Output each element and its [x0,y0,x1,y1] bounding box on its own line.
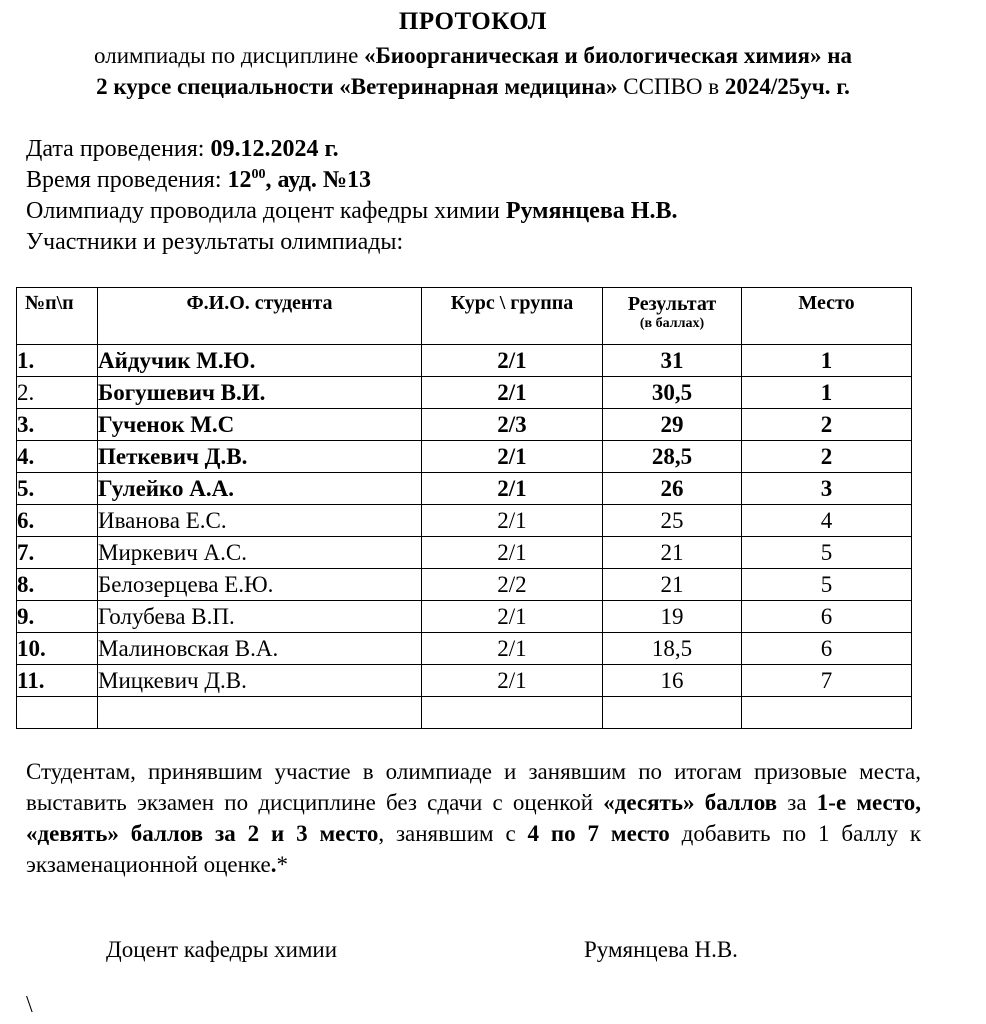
time-line [26,165,371,195]
row-group: 2/1 [422,377,603,409]
conducted-label: Олимпиаду проводила доцент кафедры химии [26,198,506,224]
subtitle-in: в [708,74,725,99]
decision-grade-ten: «десять» баллов [603,790,778,815]
row-score: 28,5 [603,441,742,473]
row-place: 2 [742,409,912,441]
row-score: 18,5 [603,633,742,665]
row-name: Айдучик М.Ю. [98,345,422,377]
subtitle-level: ССПВО [617,74,709,99]
time-minutes: 00 [251,167,266,182]
empty-cell [98,697,422,729]
row-num: 2. [17,377,98,409]
row-place: 1 [742,345,912,377]
decision-paragraph [26,756,921,880]
row-score: 21 [603,537,742,569]
date-label: Дата проведения: [26,136,211,162]
header-group: Курс \ группа [422,288,603,345]
table-row-empty [17,697,912,729]
decision-text-2: за [777,790,817,815]
row-group: 2/1 [422,601,603,633]
row-score: 19 [603,601,742,633]
table-row [17,441,912,473]
row-num: 9. [17,601,98,633]
row-num: 11. [17,665,98,697]
row-score: 30,5 [603,377,742,409]
row-num: 4. [17,441,98,473]
date-value: 09.12.2024 г. [210,136,339,162]
row-group: 2/1 [422,473,603,505]
document-subtitle [10,40,936,102]
time-hour: 12 [227,167,252,193]
row-name: Малиновская В.А. [98,633,422,665]
header-result [603,288,742,345]
row-name: Гученок М.С [98,409,422,441]
row-name: Иванова Е.С. [98,505,422,537]
row-name: Голубева В.П. [98,601,422,633]
row-score: 16 [603,665,742,697]
row-name: Богушевич В.И. [98,377,422,409]
row-num: 1. [17,345,98,377]
row-num: 5. [17,473,98,505]
decision-places-4-7: 4 по 7 место [527,821,670,846]
row-score: 25 [603,505,742,537]
row-group: 2/1 [422,441,603,473]
decision-period: . [270,852,277,877]
decision-text-1: Студентам, принявшим участие в олимпиаде и занявшим по итогам призовые места, выставить экзамен по дисциплине без сдачи с оценкой [26,759,921,815]
conducted-line [26,196,677,226]
empty-cell [17,697,98,729]
row-place: 5 [742,537,912,569]
time-room: , ауд. №13 [265,167,372,193]
table-row [17,473,912,505]
row-place: 6 [742,601,912,633]
row-place: 4 [742,505,912,537]
row-num: 7. [17,537,98,569]
table-row [17,505,912,537]
decision-text-3: , занявшим с [378,821,528,846]
table-header-row [17,288,912,345]
table-row [17,409,912,441]
decision-places-1-3: 1-е место, «девять» баллов за 2 и 3 место [26,790,921,846]
row-place: 1 [742,377,912,409]
row-num: 8. [17,569,98,601]
conducted-name: Румянцева Н.В. [505,198,678,224]
subtitle-line1-plain: олимпиады по дисциплине [94,43,365,68]
header-num: №п\п [17,288,98,345]
table-row [17,377,912,409]
row-place: 5 [742,569,912,601]
row-place: 3 [742,473,912,505]
row-name: Белозерцева Е.Ю. [98,569,422,601]
row-place: 6 [742,633,912,665]
row-group: 2/3 [422,409,603,441]
subtitle-specialty: 2 курсе специальности «Ветеринарная медицина» [96,74,618,99]
row-group: 2/1 [422,665,603,697]
signature-position: Доцент кафедры химии [106,937,338,962]
participants-label: Участники и результаты олимпиады: [26,229,404,255]
header-name: Ф.И.О. студента [98,288,422,345]
row-name: Мицкевич Д.В. [98,665,422,697]
row-num: 10. [17,633,98,665]
row-name: Миркевич А.С. [98,537,422,569]
empty-cell [422,697,603,729]
empty-cell [603,697,742,729]
row-name: Петкевич Д.В. [98,441,422,473]
row-group: 2/1 [422,505,603,537]
results-table [16,287,912,729]
table-row [17,601,912,633]
row-place: 7 [742,665,912,697]
row-name: Гулейко А.А. [98,473,422,505]
decision-text-4: добавить по 1 баллу к экзаменационной оценке [26,821,922,877]
table-row [17,345,912,377]
row-num: 3. [17,409,98,441]
row-group: 2/1 [422,345,603,377]
table-row [17,537,912,569]
document-title: ПРОТОКОЛ [398,8,548,35]
header-result-unit: (в баллах) [639,316,705,331]
stray-backslash: \ [26,992,33,1018]
table-row [17,569,912,601]
row-group: 2/2 [422,569,603,601]
subtitle-year: 2024/25уч. г. [724,74,850,99]
row-num: 6. [17,505,98,537]
row-score: 21 [603,569,742,601]
date-line [26,134,339,164]
row-score: 31 [603,345,742,377]
empty-cell [742,697,912,729]
decision-footnote-mark: * [276,852,288,877]
row-score: 26 [603,473,742,505]
row-group: 2/1 [422,633,603,665]
table-row [17,633,912,665]
table-row [17,665,912,697]
header-place: Место [742,288,912,345]
row-place: 2 [742,441,912,473]
signature-name: Румянцева Н.В. [584,937,738,962]
row-score: 29 [603,409,742,441]
header-result-label: Результат [627,293,717,315]
row-group: 2/1 [422,537,603,569]
time-label: Время проведения: [26,167,228,193]
subtitle-discipline: «Биоорганическая и биологическая химия» на [364,43,852,68]
